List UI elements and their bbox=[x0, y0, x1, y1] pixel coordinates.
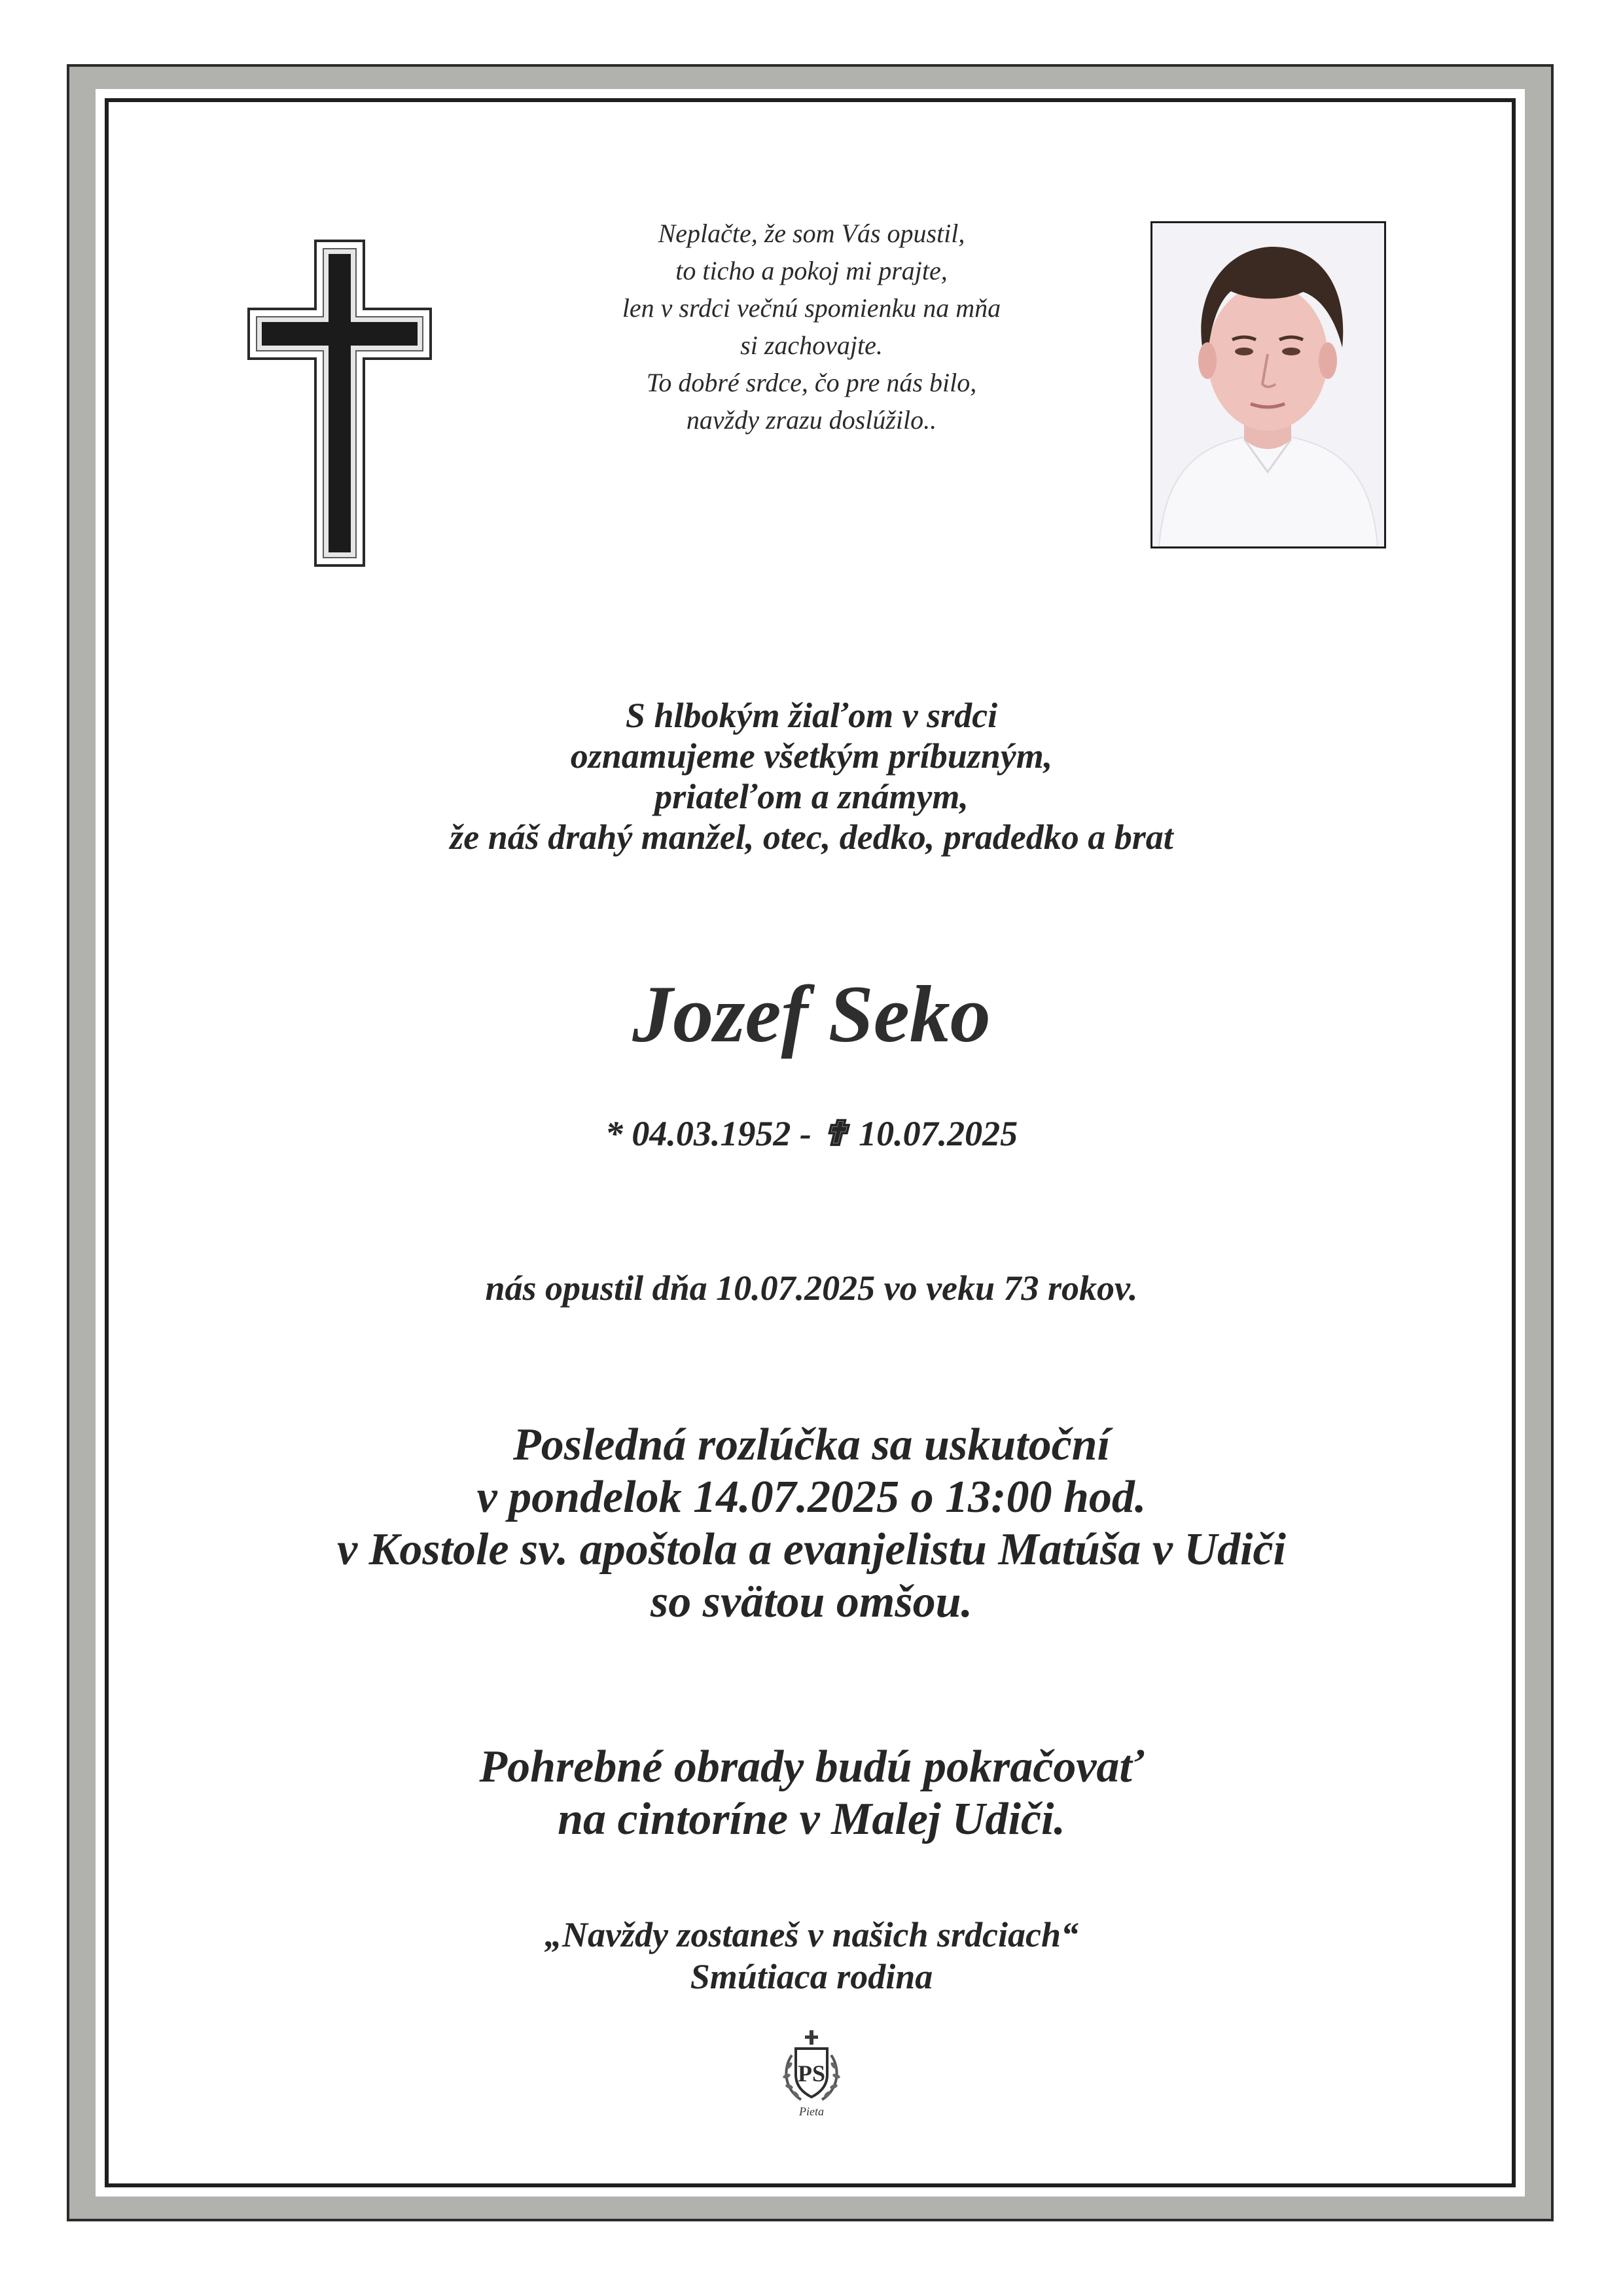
announcement-line: priateľom a známym, bbox=[654, 777, 969, 816]
burial-line: Pohrebné obrady budú pokračovať bbox=[479, 1742, 1144, 1792]
logo-label: Pieta bbox=[799, 2105, 824, 2118]
logo-monogram: PS bbox=[797, 2060, 826, 2087]
announcement-line: S hlbokým žiaľom v srdci bbox=[625, 696, 998, 735]
announcement bbox=[196, 695, 1427, 857]
burial-info bbox=[196, 1741, 1427, 1846]
cross-icon bbox=[247, 240, 432, 567]
deceased-name-text: Jozef Seko bbox=[632, 969, 991, 1059]
deceased-name bbox=[196, 969, 1427, 1060]
death-notice-text: nás opustil dňa 10.07.2025 vo veku 73 rokov. bbox=[485, 1268, 1138, 1308]
life-dates bbox=[196, 1113, 1427, 1155]
closing bbox=[196, 1914, 1427, 1998]
announcement-line: oznamujeme všetkým príbuzným, bbox=[570, 736, 1053, 776]
poem-line: len v srdci večnú spomienku na mňa bbox=[622, 293, 1001, 323]
poem-line: navždy zrazu doslúžilo.. bbox=[686, 405, 937, 435]
memorial-poem bbox=[524, 215, 1099, 439]
ceremony-line: v Kostole sv. apoštola a evanjelistu Matúša v Udiči bbox=[337, 1524, 1286, 1575]
closing-quote: „Navždy zostaneš v našich srdciach“ bbox=[544, 1915, 1079, 1954]
ceremony-info bbox=[196, 1419, 1427, 1628]
burial-line: na cintoríne v Malej Udiči. bbox=[558, 1794, 1065, 1844]
ceremony-line: v pondelok 14.07.2025 o 13:00 hod. bbox=[476, 1472, 1147, 1522]
poem-line: si zachovajte. bbox=[740, 331, 883, 360]
announcement-line: že náš drahý manžel, otec, dedko, pradedko a brat bbox=[450, 817, 1173, 857]
ceremony-line: Posledná rozlúčka sa uskutoční bbox=[512, 1420, 1111, 1470]
ceremony-line: so svätou omšou. bbox=[650, 1577, 973, 1627]
portrait-image bbox=[1152, 223, 1384, 547]
poem-line: Neplačte, že som Vás opustil, bbox=[658, 219, 965, 248]
death-notice bbox=[196, 1267, 1427, 1309]
poem-line: to ticho a pokoj mi prajte, bbox=[675, 256, 948, 285]
portrait-photo bbox=[1150, 221, 1386, 548]
poem-line: To dobré srdce, čo pre nás bilo, bbox=[646, 368, 977, 397]
life-dates-text: * 04.03.1952 - ✟ 10.07.2025 bbox=[605, 1114, 1018, 1153]
closing-signature: Smútiaca rodina bbox=[690, 1957, 933, 1996]
